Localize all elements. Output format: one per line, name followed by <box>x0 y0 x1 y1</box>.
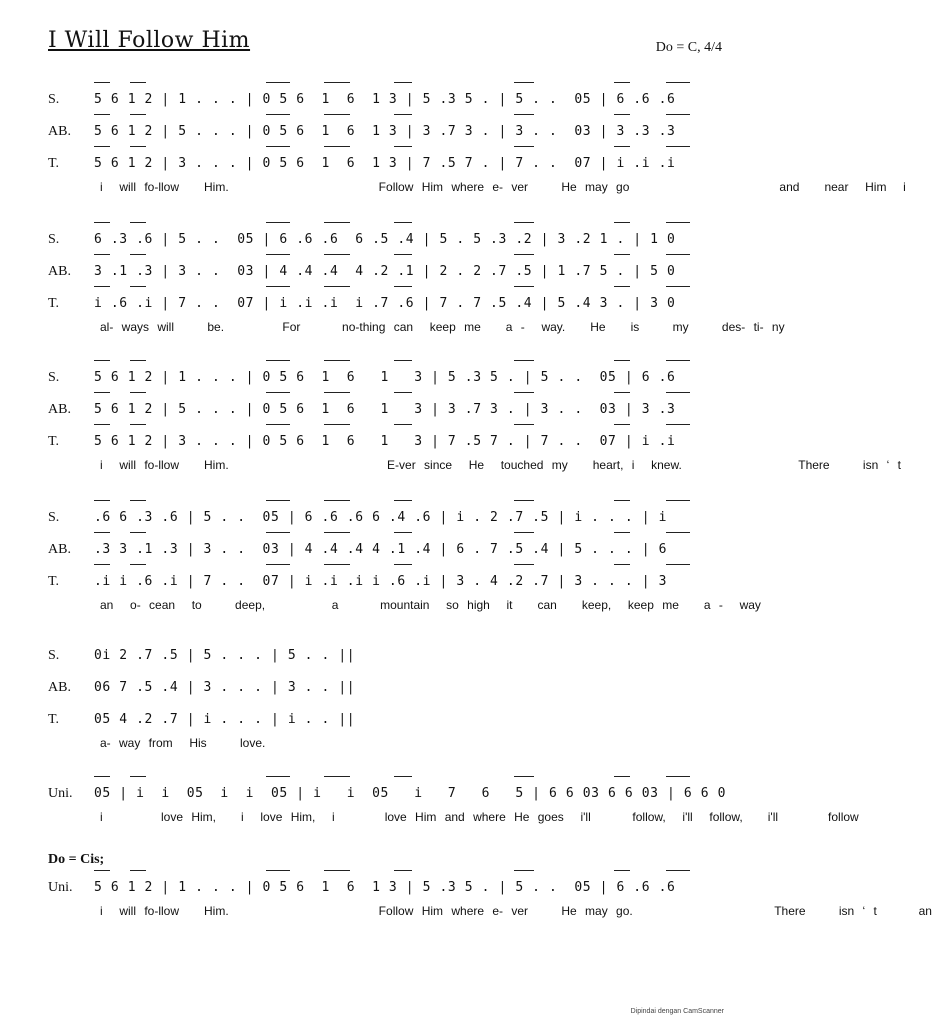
beam-lines <box>94 82 714 88</box>
beam-lines <box>94 532 714 538</box>
note-sequence: 5 6 1 2 | 5 . . . | 0 5 6 1 6 1 3 | 3 .7 3 . | 3 . . 03 | 3 .3 <box>94 402 676 417</box>
part-label: S. <box>48 232 60 247</box>
lyric-text: i love Him, i love Him, i love Him and where He goes i'll follow, i'll follow, i'll follow <box>100 810 859 824</box>
beam-lines <box>94 360 714 366</box>
note-sequence: 5 6 1 2 | 3 . . . | 0 5 6 1 6 1 3 | 7 .5 7 . | 7 . . 07 | i .i <box>94 434 676 449</box>
note-sequence: .6 6 .3 .6 | 5 . . 05 | 6 .6 .6 6 .4 .6 | i . 2 .7 .5 | i . . . | i <box>94 510 668 525</box>
lyric-text: i will fo-llow Him. Follow Him where e- ver He may go. There isn ‘ t an <box>100 904 932 918</box>
part-label: S. <box>48 648 60 663</box>
note-sequence: 0i 2 .7 .5 | 5 . . . | 5 . . || <box>94 648 356 663</box>
beam-lines <box>94 870 714 876</box>
scanner-watermark: Dipindai dengan CamScanner <box>630 1008 724 1015</box>
score-row-alto-bass <box>0 122 768 144</box>
score-row-tenor <box>0 154 768 176</box>
score-row-alto-bass <box>0 262 768 284</box>
score-row-unison <box>0 784 768 806</box>
part-label: T. <box>48 156 60 171</box>
beam-lines <box>94 424 714 430</box>
score-row-soprano <box>0 646 768 668</box>
key-signature: Do = C, 4/4 <box>655 40 722 55</box>
score-row-unison <box>0 878 768 900</box>
beam-lines <box>94 500 714 506</box>
part-label: T. <box>48 434 60 449</box>
modulation-label: Do = Cis; <box>48 852 105 867</box>
song-title: I Will Follow Him <box>48 28 251 53</box>
part-label: S. <box>48 510 60 525</box>
score-row-soprano <box>0 508 768 530</box>
part-label: AB. <box>48 680 71 695</box>
beam-lines <box>94 392 714 398</box>
part-label: T. <box>48 712 60 727</box>
note-sequence: 5 6 1 2 | 1 . . . | 0 5 6 1 6 1 3 | 5 .3 5 . | 5 . . 05 | 6 .6 .6 <box>94 92 676 107</box>
lyric-line <box>0 180 906 198</box>
beam-lines <box>94 254 714 260</box>
lyric-text: i will fo-llow Him. E-ver since He touched my heart, i knew. There isn ‘ t <box>100 458 901 472</box>
note-sequence: 05 | i i 05 i i 05 | i i 05 i 7 6 5 | 6 6 03 6 6 03 | 6 6 0 <box>94 786 726 801</box>
lyric-line <box>0 458 901 476</box>
score-row-alto-bass <box>0 400 768 422</box>
note-sequence: 3 .1 .3 | 3 . . 03 | 4 .4 .4 4 .2 .1 | 2 . 2 .7 .5 | 1 .7 5 . | 5 0 <box>94 264 676 279</box>
part-label: Uni. <box>48 880 73 895</box>
part-label: AB. <box>48 542 71 557</box>
score-row-soprano <box>0 368 768 390</box>
beam-lines <box>94 114 714 120</box>
lyric-line <box>0 904 932 922</box>
score-row-tenor <box>0 710 768 732</box>
part-label: AB. <box>48 264 71 279</box>
note-sequence: .3 3 .1 .3 | 3 . . 03 | 4 .4 .4 4 .1 .4 | 6 . 7 .5 .4 | 5 . . . | 6 <box>94 542 668 557</box>
note-sequence: 5 6 1 2 | 1 . . . | 0 5 6 1 6 1 3 | 5 .3 5 . | 5 . . 05 | 6 .6 .6 <box>94 880 676 895</box>
beam-lines <box>94 146 714 152</box>
part-label: S. <box>48 370 60 385</box>
lyric-text: i will fo-llow Him. Follow Him where e- ver He may go and near Him i <box>100 180 906 194</box>
note-sequence: 6 .3 .6 | 5 . . 05 | 6 .6 .6 6 .5 .4 | 5 . 5 .3 .2 | 3 .2 1 . | 1 0 <box>94 232 676 247</box>
note-sequence: .i i .6 .i | 7 . . 07 | i .i .i i .6 .i | 3 . 4 .2 .7 | 3 . . . | 3 <box>94 574 668 589</box>
score-row-alto-bass <box>0 540 768 562</box>
note-sequence: 05 4 .2 .7 | i . . . | i . . || <box>94 712 356 727</box>
beam-lines <box>94 286 714 292</box>
part-label: AB. <box>48 124 71 139</box>
part-label: S. <box>48 92 60 107</box>
score-row-tenor <box>0 572 768 594</box>
note-sequence: i .6 .i | 7 . . 07 | i .i .i i .7 .6 | 7 . 7 .5 .4 | 5 .4 3 . | 3 0 <box>94 296 676 311</box>
lyric-line <box>0 320 785 338</box>
score-row-tenor <box>0 432 768 454</box>
score-row-soprano <box>0 230 768 252</box>
lyric-line <box>0 810 859 828</box>
beam-lines <box>94 776 714 782</box>
note-sequence: 5 6 1 2 | 1 . . . | 0 5 6 1 6 1 3 | 5 .3 5 . | 5 . . 05 | 6 .6 <box>94 370 676 385</box>
note-sequence: 5 6 1 2 | 3 . . . | 0 5 6 1 6 1 3 | 7 .5 7 . | 7 . . 07 | i .i .i <box>94 156 676 171</box>
lyric-text: al- ways will be. For no-thing can keep me a - way. He is my des- ti- ny <box>100 320 785 334</box>
lyric-line <box>0 736 768 754</box>
score-row-soprano <box>0 90 768 112</box>
part-label: Uni. <box>48 786 73 801</box>
beam-lines <box>94 222 714 228</box>
score-row-tenor <box>0 294 768 316</box>
part-label: AB. <box>48 402 71 417</box>
lyric-line <box>0 598 768 616</box>
part-label: T. <box>48 574 60 589</box>
beam-lines <box>94 564 714 570</box>
note-sequence: 5 6 1 2 | 5 . . . | 0 5 6 1 6 1 3 | 3 .7 3 . | 3 . . 03 | 3 .3 .3 <box>94 124 676 139</box>
lyric-text: a- way from His love. <box>100 736 266 750</box>
score-row-alto-bass <box>0 678 768 700</box>
part-label: T. <box>48 296 60 311</box>
lyric-text: an o- cean to deep, a mountain so high it can keep, keep me a - way <box>100 598 761 612</box>
note-sequence: 06 7 .5 .4 | 3 . . . | 3 . . || <box>94 680 356 695</box>
